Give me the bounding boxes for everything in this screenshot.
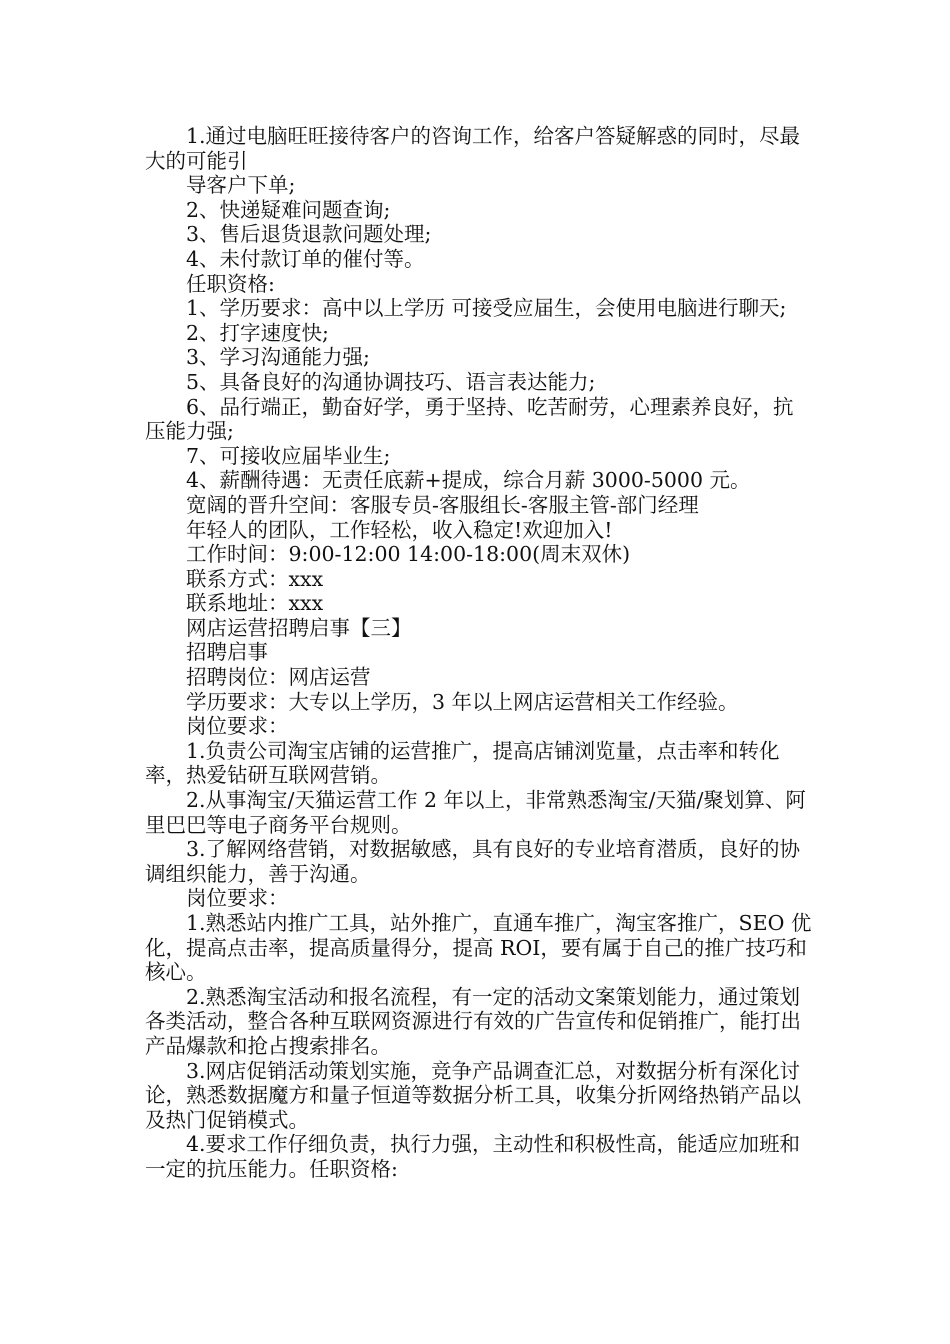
paragraph-duty-1-cont: 导客户下单; bbox=[186, 173, 296, 198]
paragraph-work-hours: 工作时间：9:00-12:00 14:00-18:00(周末双休) bbox=[186, 542, 631, 567]
paragraph-req-1: 1.负责公司淘宝店铺的运营推广，提高店铺浏览量，点击率和转化率，热爱钻研互联网营销。 bbox=[145, 738, 780, 788]
paragraph-salary: 4、薪酬待遇：无责任底薪+提成，综合月薪 3000-5000 元。 bbox=[186, 468, 751, 493]
paragraph-duty-4: 4、未付款订单的催付等。 bbox=[186, 246, 425, 271]
paragraph-position: 招聘岗位：网店运营 bbox=[186, 665, 371, 690]
paragraph-skill-1: 1.熟悉站内推广工具，站外推广，直通车推广，淘宝客推广，SEO 优化，提高点击率，提高质量得分，提高 ROI，要有属于自己的推广技巧和核心。 bbox=[145, 911, 812, 985]
paragraph-req-3: 3.了解网络营销，对数据敏感，具有良好的专业培育潜质，良好的协调组织能力，善于沟通。 bbox=[145, 837, 801, 886]
paragraph-qual-character: 6、品行端正，勤奋好学，勇于坚持、吃苦耐劳，心理素养良好，抗压能力强; bbox=[145, 394, 794, 444]
paragraph-skill-2: 2.熟悉淘宝活动和报名流程，有一定的活动文案策划能力，通过策划各类活动，整合各种互联网资源进行有效的广告宣传和促销推广，能打出产品爆款和抢占搜索排名。 bbox=[145, 984, 801, 1058]
paragraph-skill-4: 4.要求工作仔细负责，执行力强，主动性和积极性高，能适应加班和一定的抗压能力。任职资格: bbox=[145, 1132, 801, 1181]
paragraph-duty-3: 3、售后退货退款问题处理; bbox=[186, 222, 432, 247]
paragraph-duty-2: 2、快递疑难问题查询; bbox=[186, 197, 391, 222]
heading-recruitment: 招聘启事 bbox=[186, 640, 268, 665]
paragraph-duty-1: 1.通过电脑旺旺接待客户的咨询工作，给客户答疑解惑的同时，尽最大的可能引 bbox=[145, 124, 801, 173]
paragraph-req-2: 2.从事淘宝/天猫运营工作 2 年以上，非常熟悉淘宝/天猫/聚划算、阿里巴巴等电子商务平台规则。 bbox=[145, 788, 806, 837]
paragraph-qual-communication: 3、学习沟通能力强; bbox=[186, 345, 370, 370]
paragraph-education: 学历要求：大专以上学历，3 年以上网店运营相关工作经验。 bbox=[186, 689, 739, 714]
document-page bbox=[145, 124, 813, 1182]
heading-job-requirements-1: 岗位要求： bbox=[186, 714, 289, 739]
heading-job-requirements-2: 岗位要求： bbox=[186, 886, 289, 911]
paragraph-address: 联系地址：xxx bbox=[186, 591, 324, 616]
paragraph-qual-graduates: 7、可接收应届毕业生; bbox=[186, 443, 391, 468]
paragraph-qual-skills: 5、具备良好的沟通协调技巧、语言表达能力; bbox=[186, 369, 596, 394]
heading-qualifications: 任职资格: bbox=[186, 271, 275, 296]
paragraph-skill-3: 3.网店促销活动策划实施，竞争产品调查汇总，对数据分析有深化讨论，熟悉数据魔方和量子恒道等数据分析工具，收集分折网络热销产品以及热门促销模式。 bbox=[145, 1058, 801, 1132]
paragraph-contact: 联系方式：xxx bbox=[186, 566, 324, 591]
paragraph-promotion: 宽阔的晋升空间：客服专员-客服组长-客服主管-部门经理 bbox=[186, 492, 699, 517]
paragraph-qual-education: 1、学历要求：高中以上学历 可接受应届生，会使用电脑进行聊天; bbox=[186, 296, 787, 321]
paragraph-qual-typing: 2、打字速度快; bbox=[186, 320, 329, 345]
paragraph-team: 年轻人的团队，工作轻松，收入稳定!欢迎加入! bbox=[186, 517, 613, 542]
section-title-three: 网店运营招聘启事【三】 bbox=[186, 615, 412, 640]
